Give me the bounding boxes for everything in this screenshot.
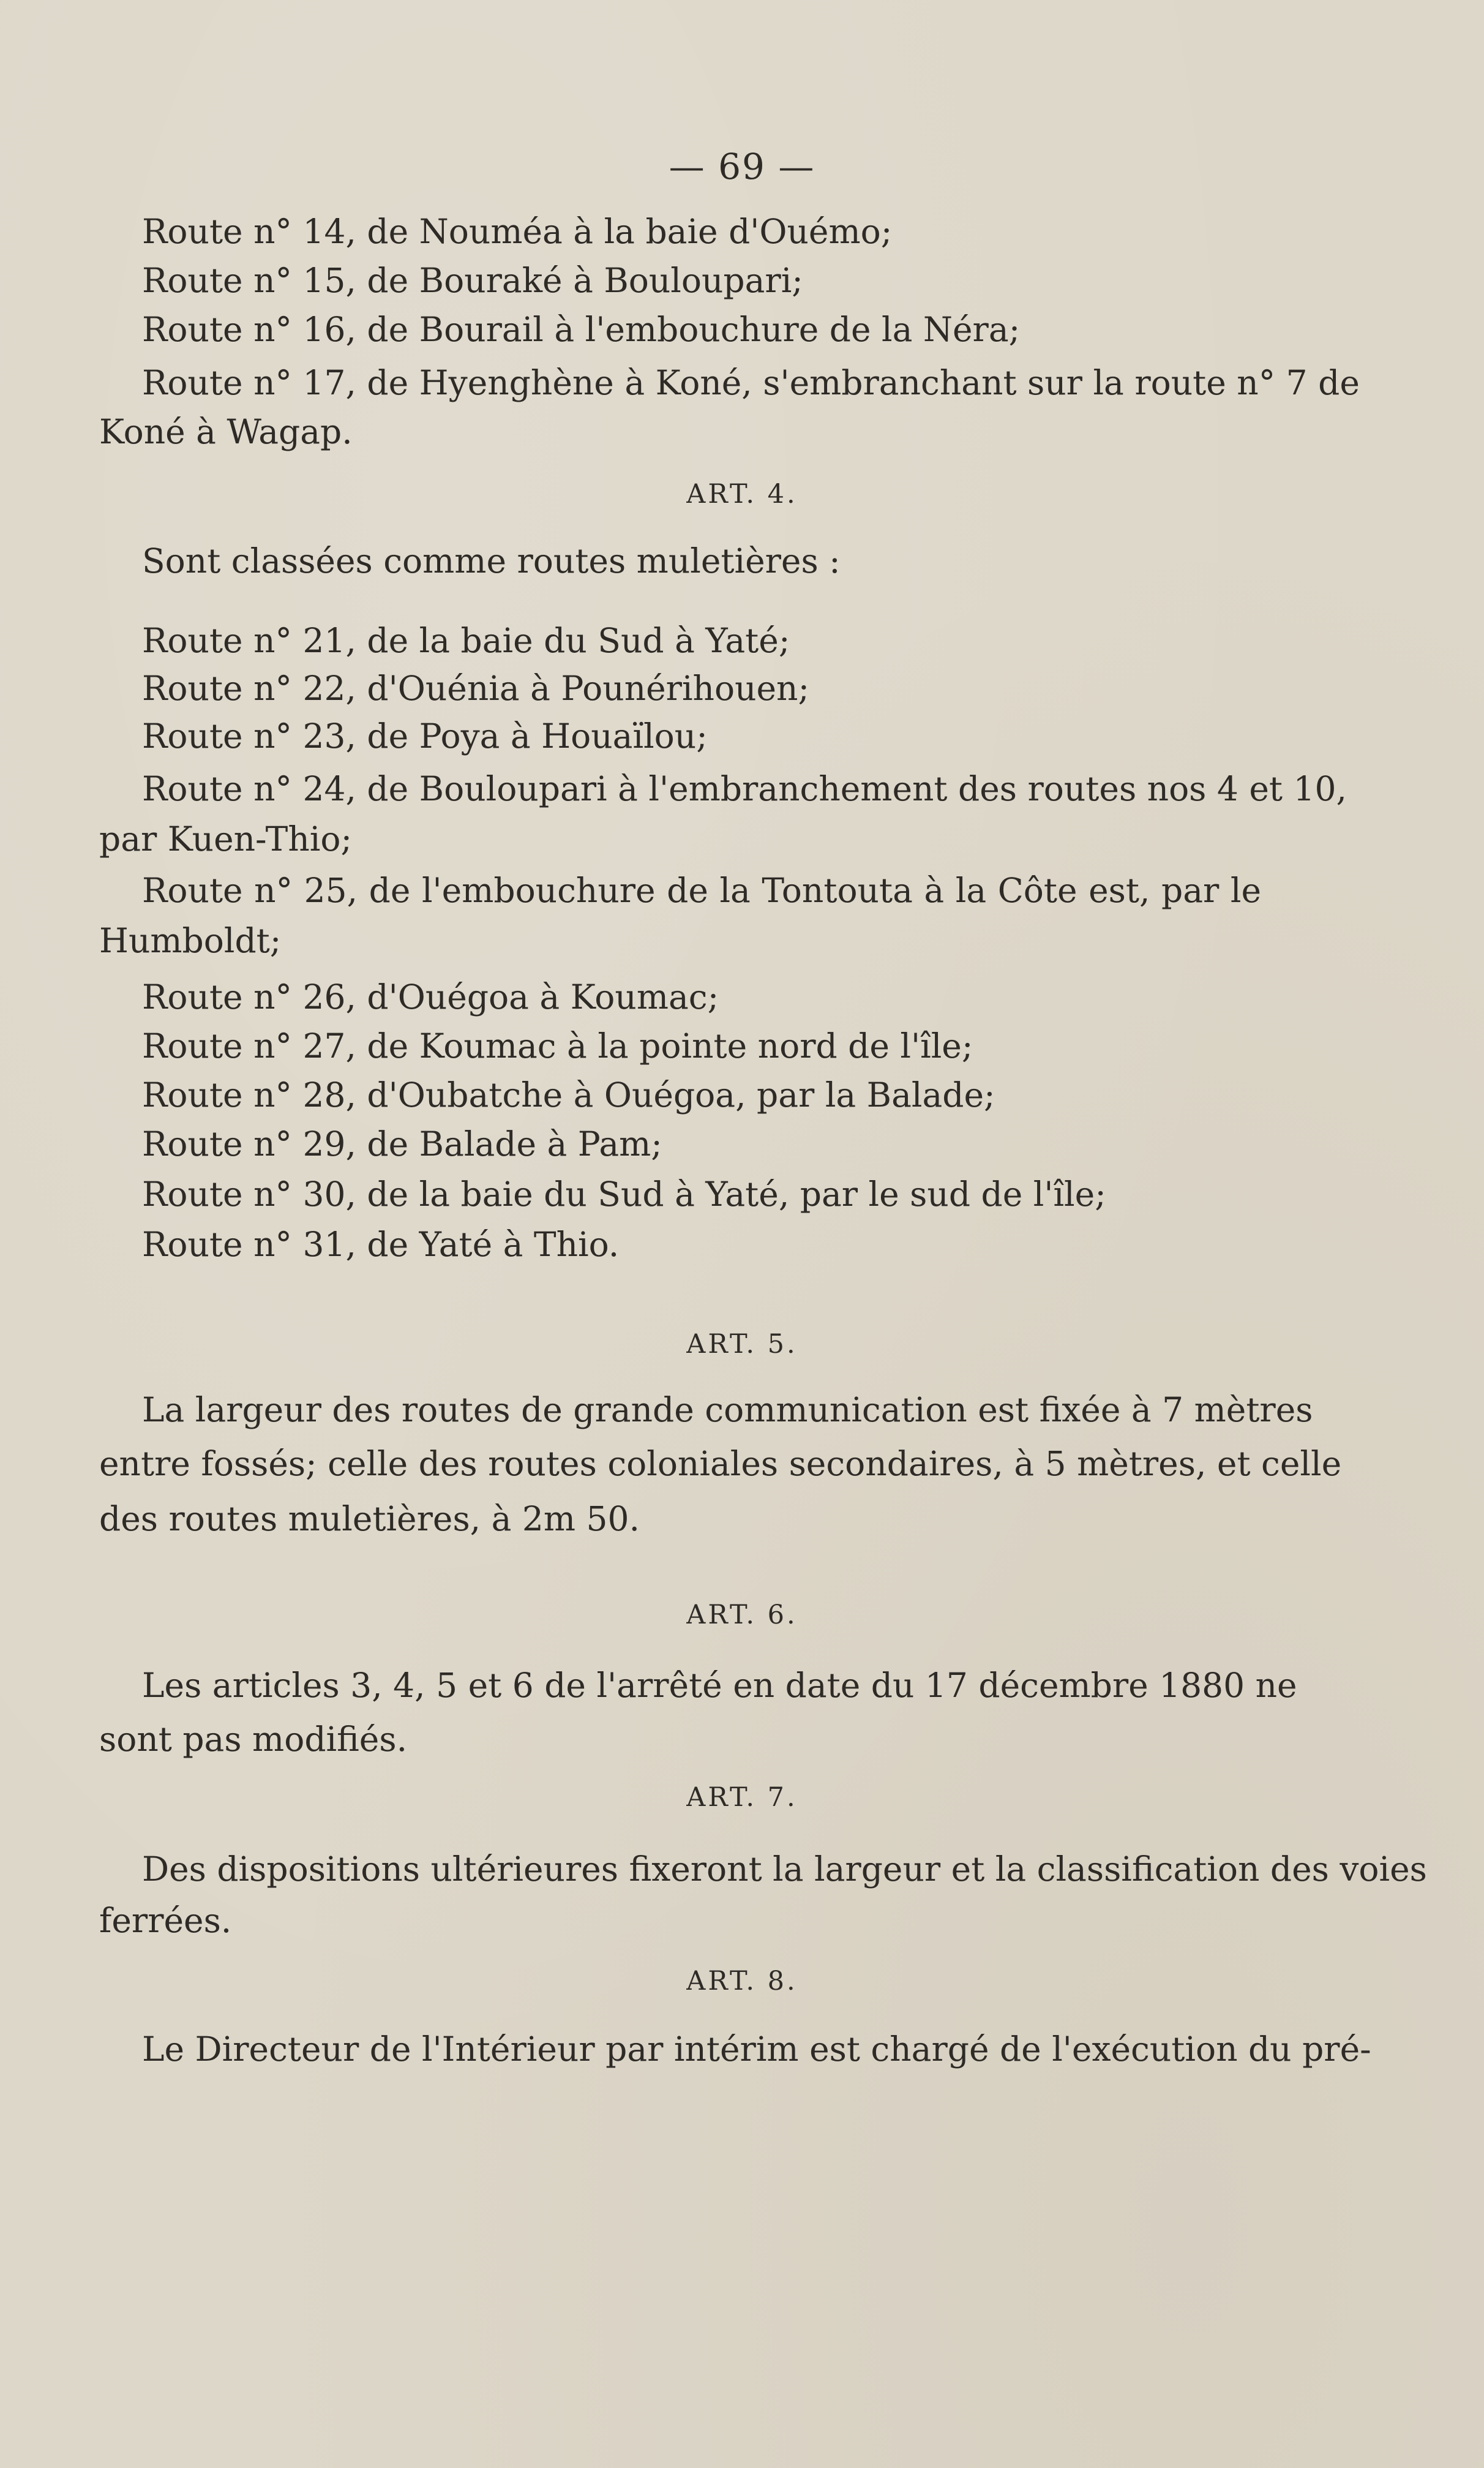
article-8-heading: ART. 8. (686, 1966, 798, 1996)
article-7-heading: ART. 7. (686, 1782, 798, 1813)
route-line-30: Route n° 30, de la baie du Sud à Yaté, par le sud de l'île; (142, 1175, 1106, 1214)
route-line-17: Route n° 17, de Hyenghène à Koné, s'embranchant sur la route n° 7 de (142, 363, 1360, 402)
route-line-31: Route n° 31, de Yaté à Thio. (142, 1225, 620, 1264)
article-5-line-1: La largeur des routes de grande communication est fixée à 7 mètres (142, 1390, 1313, 1429)
article-7-line-2: ferrées. (99, 1901, 232, 1940)
page-number: — 69 — (669, 146, 815, 187)
route-line-27: Route n° 27, de Koumac à la pointe nord de l'île; (142, 1026, 973, 1066)
route-line-24-continued: par Kuen-Thio; (99, 819, 353, 859)
route-line-24: Route n° 24, de Bouloupari à l'embranchement des routes nos 4 et 10, (142, 769, 1347, 808)
article-7-line-1: Des dispositions ultérieures fixeront la largeur et la classification des voies (142, 1849, 1427, 1889)
route-line-26: Route n° 26, d'Ouégoa à Koumac; (142, 977, 719, 1017)
route-line-28: Route n° 28, d'Oubatche à Ouégoa, par la Balade; (142, 1075, 995, 1115)
route-line-14: Route n° 14, de Nouméa à la baie d'Ouémo; (142, 212, 893, 251)
article-4-intro: Sont classées comme routes muletières : (142, 541, 841, 581)
route-line-15: Route n° 15, de Bouraké à Bouloupari; (142, 261, 803, 300)
article-4-heading: ART. 4. (686, 479, 798, 510)
route-line-17-continued: Koné à Wagap. (99, 412, 353, 451)
article-6-line-1: Les articles 3, 4, 5 et 6 de l'arrêté en date du 17 décembre 1880 ne (142, 1666, 1297, 1705)
route-line-25: Route n° 25, de l'embouchure de la Tontouta à la Côte est, par le (142, 871, 1261, 910)
article-5-line-2: entre fossés; celle des routes coloniales secondaires, à 5 mètres, et celle (99, 1444, 1342, 1483)
article-6-line-2: sont pas modifiés. (99, 1720, 408, 1759)
article-6-heading: ART. 6. (686, 1600, 798, 1630)
article-5-heading: ART. 5. (686, 1329, 798, 1360)
route-line-23: Route n° 23, de Poya à Houaïlou; (142, 717, 708, 756)
route-line-21: Route n° 21, de la baie du Sud à Yaté; (142, 621, 790, 660)
route-line-16: Route n° 16, de Bourail à l'embouchure de la Néra; (142, 310, 1021, 349)
route-line-29: Route n° 29, de Balade à Pam; (142, 1124, 662, 1164)
article-8-line-1: Le Directeur de l'Intérieur par intérim est chargé de l'exécution du pré- (142, 2030, 1371, 2069)
route-line-25-continued: Humboldt; (99, 921, 282, 960)
article-5-line-3: des routes muletières, à 2m 50. (99, 1499, 640, 1538)
route-line-22: Route n° 22, d'Ouénia à Pounérihouen; (142, 669, 810, 708)
